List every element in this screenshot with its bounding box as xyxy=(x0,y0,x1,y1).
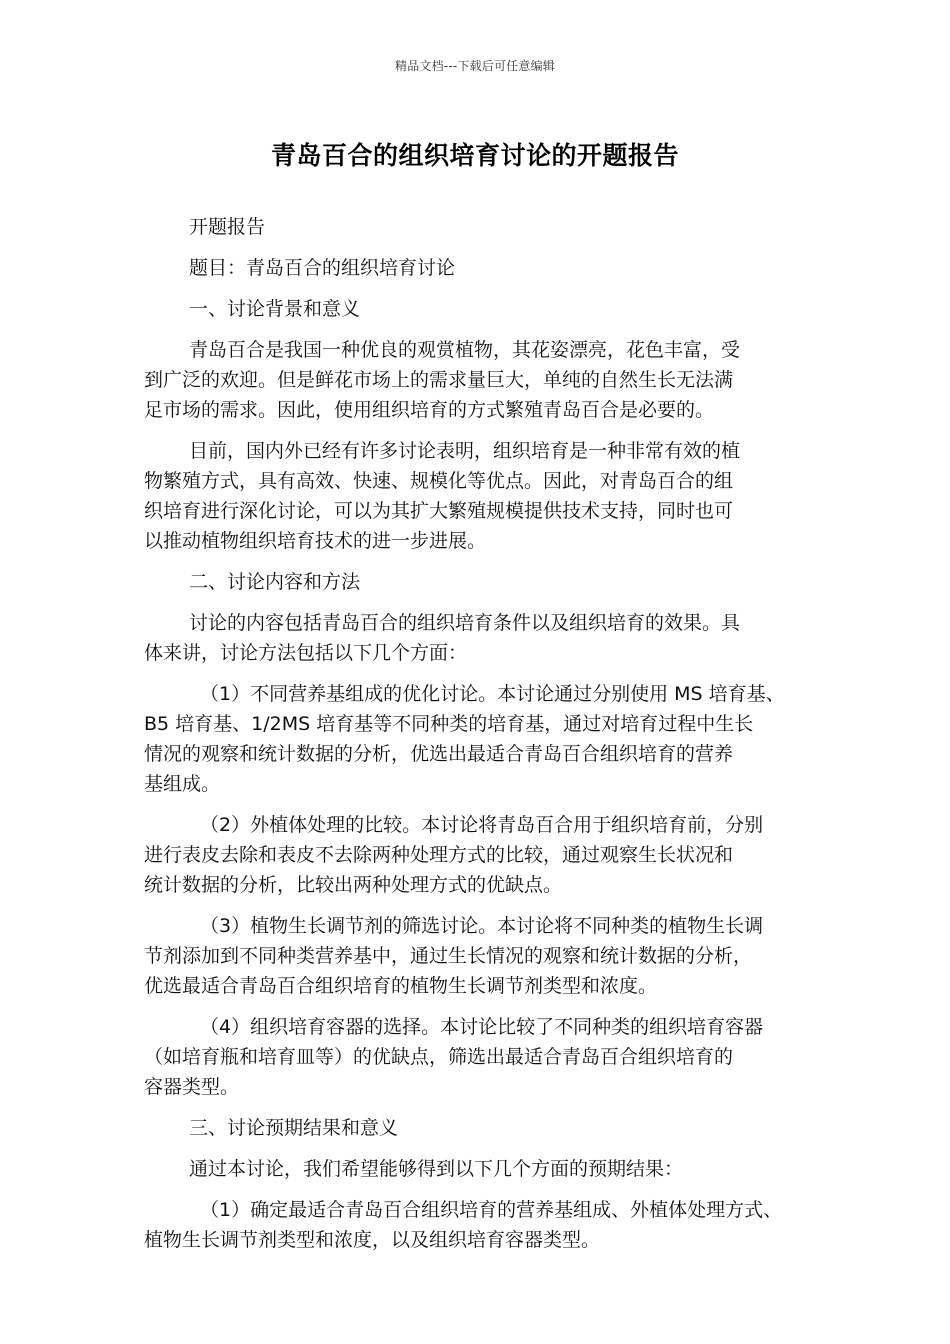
list-item-expected-result-1: （1）确定最适合青岛百合组织培育的营养基组成、外植体处理方式、 植物生长调节剂类型和浓度，以及组织培育容器类型。 xyxy=(144,1199,783,1251)
section-heading-content-method: 二、讨论内容和方法 xyxy=(189,571,361,593)
list-item-culture-container: （4）组织培育容器的选择。本讨论比较了不同种类的组织培育容器 （如培育瓶和培育皿等）的优缺点，筛选出最适合青岛百合组织培育的 容器类型。 xyxy=(144,1016,764,1098)
paragraph-topic: 题目：青岛百合的组织培育讨论 xyxy=(189,257,456,279)
document-title: 青岛百合的组织培育讨论的开题报告 xyxy=(270,141,679,170)
section-heading-expected-results: 三、讨论预期结果和意义 xyxy=(189,1117,399,1139)
list-item-growth-regulator: （3）植物生长调节剂的筛选讨论。本讨论将不同种类的植物生长调 节剂添加到不同种类营养基中，通过生长情况的观察和统计数据的分析， 优选最适合青岛百合组织培育的植物生长调节剂类型和浓度。 xyxy=(144,915,764,997)
paragraph-expected-intro: 通过本讨论，我们希望能够得到以下几个方面的预期结果： xyxy=(189,1158,684,1180)
paragraph-background-1: 青岛百合是我国一种优良的观赏植物，其花姿漂亮，花色丰富，受 到广泛的欢迎。但是鲜花市场上的需求量巨大，单纯的自然生长无法满 足市场的需求。因此，使用组织培育的方式繁殖青岛百合是必要的。 xyxy=(144,339,741,421)
list-item-nutrient-medium: （1）不同营养基组成的优化讨论。本讨论通过分别使用 MS 培育基、 B5 培育基、1/2MS 培育基等不同种类的培育基，通过对培育过程中生长 情况的观察和统计数据的分析，优选出最适合青岛百合组织培育的营养 基组成。 xyxy=(144,683,785,795)
paragraph-content-intro: 讨论的内容包括青岛百合的组织培育条件以及组织培育的效果。具 体来讲，讨论方法包括以下几个方面： xyxy=(144,612,741,664)
list-item-explant-treatment: （2）外植体处理的比较。本讨论将青岛百合用于组织培育前，分别 进行表皮去除和表皮不去除两种处理方式的比较，通过观察生长状况和 统计数据的分析，比较出两种处理方式的优缺点。 xyxy=(144,814,764,896)
section-heading-background: 一、讨论背景和意义 xyxy=(189,298,361,320)
paragraph-label-report: 开题报告 xyxy=(189,216,266,238)
header-note: 精品文档---下载后可任意编辑 xyxy=(395,59,555,73)
paragraph-background-2: 目前，国内外已经有许多讨论表明，组织培育是一种非常有效的植 物繁殖方式，具有高效、快速、规模化等优点。因此，对青岛百合的组 织培育进行深化讨论，可以为其扩大繁殖规模提供技术支持，同时也可 以推动植物组织培育技术的进一步进展。 xyxy=(144,440,741,552)
document-body xyxy=(144,212,814,1266)
